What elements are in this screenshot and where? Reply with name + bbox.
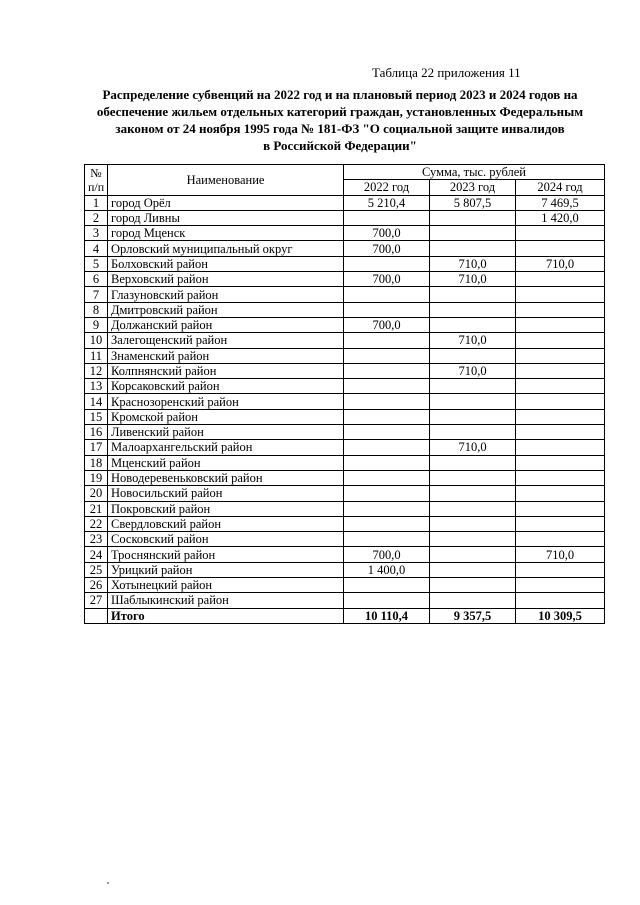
row-number: 20 bbox=[85, 486, 108, 501]
table-row bbox=[85, 348, 605, 363]
row-number: 6 bbox=[85, 272, 108, 287]
row-value-2023 bbox=[430, 593, 516, 608]
row-number: 14 bbox=[85, 394, 108, 409]
row-value-2022: 700,0 bbox=[344, 547, 430, 562]
row-value-2023 bbox=[430, 425, 516, 440]
row-name: Шаблыкинский район bbox=[108, 593, 344, 608]
table-row bbox=[85, 562, 605, 577]
row-number: 27 bbox=[85, 593, 108, 608]
row-name: Верховский район bbox=[108, 272, 344, 287]
row-value-2024 bbox=[516, 272, 605, 287]
row-value-2024 bbox=[516, 333, 605, 348]
row-value-2024 bbox=[516, 578, 605, 593]
row-value-2024 bbox=[516, 425, 605, 440]
row-value-2022 bbox=[344, 440, 430, 455]
row-name: Ливенский район bbox=[108, 425, 344, 440]
row-value-2023 bbox=[430, 379, 516, 394]
row-number: 1 bbox=[85, 195, 108, 210]
row-value-2022: 700,0 bbox=[344, 317, 430, 332]
row-name: Должанский район bbox=[108, 317, 344, 332]
row-value-2022 bbox=[344, 470, 430, 485]
row-name: Свердловский район bbox=[108, 516, 344, 531]
table-row bbox=[85, 501, 605, 516]
row-value-2022 bbox=[344, 501, 430, 516]
table-row bbox=[85, 195, 605, 210]
row-value-2022 bbox=[344, 256, 430, 271]
row-number: 13 bbox=[85, 379, 108, 394]
row-name: Новосильский район bbox=[108, 486, 344, 501]
row-value-2022 bbox=[344, 455, 430, 470]
header-year-2022: 2022 год bbox=[344, 180, 430, 195]
row-value-2024 bbox=[516, 440, 605, 455]
total-value-2023: 9 357,5 bbox=[430, 608, 516, 623]
header-number-symbol: № bbox=[90, 165, 102, 180]
total-number-cell bbox=[85, 608, 108, 623]
row-value-2024: 7 469,5 bbox=[516, 195, 605, 210]
row-value-2024: 1 420,0 bbox=[516, 210, 605, 225]
row-name: Болховский район bbox=[108, 256, 344, 271]
table-row bbox=[85, 302, 605, 317]
title-line: Распределение субвенций на 2022 год и на плановый период 2023 и 2024 годов на bbox=[102, 87, 578, 102]
row-name: Кромской район bbox=[108, 409, 344, 424]
row-value-2023: 710,0 bbox=[430, 363, 516, 378]
row-value-2022 bbox=[344, 379, 430, 394]
table-row bbox=[85, 578, 605, 593]
row-name: Сосковский район bbox=[108, 532, 344, 547]
title-line: законом от 24 ноября 1995 года № 181-ФЗ "О социальной защите инвалидов bbox=[115, 121, 565, 136]
row-number: 9 bbox=[85, 317, 108, 332]
header-year-2023: 2023 год bbox=[430, 180, 516, 195]
row-value-2024 bbox=[516, 501, 605, 516]
row-value-2023: 710,0 bbox=[430, 256, 516, 271]
header-year-2024: 2024 год bbox=[516, 180, 605, 195]
row-number: 12 bbox=[85, 363, 108, 378]
row-value-2022 bbox=[344, 425, 430, 440]
row-number: 19 bbox=[85, 470, 108, 485]
total-value-2022: 10 110,4 bbox=[344, 608, 430, 623]
row-value-2024 bbox=[516, 593, 605, 608]
row-value-2022 bbox=[344, 486, 430, 501]
row-number: 22 bbox=[85, 516, 108, 531]
row-value-2022: 5 210,4 bbox=[344, 195, 430, 210]
row-value-2022 bbox=[344, 532, 430, 547]
row-value-2024 bbox=[516, 470, 605, 485]
row-value-2022 bbox=[344, 210, 430, 225]
row-value-2024 bbox=[516, 226, 605, 241]
row-value-2024 bbox=[516, 317, 605, 332]
row-value-2023 bbox=[430, 241, 516, 256]
title-line: обеспечение жильем отдельных категорий граждан, установленных Федеральным bbox=[96, 104, 584, 119]
row-value-2023 bbox=[430, 226, 516, 241]
row-value-2023 bbox=[430, 302, 516, 317]
row-name: Хотынецкий район bbox=[108, 578, 344, 593]
document-title bbox=[70, 86, 610, 154]
row-number: 3 bbox=[85, 226, 108, 241]
row-value-2022 bbox=[344, 394, 430, 409]
row-value-2024 bbox=[516, 409, 605, 424]
table-row bbox=[85, 256, 605, 271]
row-value-2023 bbox=[430, 470, 516, 485]
table-caption: Таблица 22 приложения 11 bbox=[372, 65, 521, 80]
row-number: 23 bbox=[85, 532, 108, 547]
table-row bbox=[85, 486, 605, 501]
table-row bbox=[85, 210, 605, 225]
row-value-2022 bbox=[344, 578, 430, 593]
table-row bbox=[85, 593, 605, 608]
total-row bbox=[85, 608, 605, 623]
table-row bbox=[85, 226, 605, 241]
row-value-2024 bbox=[516, 486, 605, 501]
row-name: Колпнянский район bbox=[108, 363, 344, 378]
table-row bbox=[85, 333, 605, 348]
title-line: в Российской Федерации" bbox=[263, 138, 417, 153]
row-name: Корсаковский район bbox=[108, 379, 344, 394]
row-value-2023 bbox=[430, 394, 516, 409]
row-number: 21 bbox=[85, 501, 108, 516]
row-number: 2 bbox=[85, 210, 108, 225]
table-row bbox=[85, 394, 605, 409]
row-value-2022: 700,0 bbox=[344, 226, 430, 241]
row-number: 16 bbox=[85, 425, 108, 440]
table-row bbox=[85, 440, 605, 455]
total-label: Итого bbox=[108, 608, 344, 623]
row-name: Новодеревеньковский район bbox=[108, 470, 344, 485]
row-value-2024 bbox=[516, 516, 605, 531]
row-value-2023: 710,0 bbox=[430, 440, 516, 455]
row-number: 26 bbox=[85, 578, 108, 593]
row-value-2022 bbox=[344, 348, 430, 363]
row-value-2022: 700,0 bbox=[344, 241, 430, 256]
row-value-2023 bbox=[430, 317, 516, 332]
table-row bbox=[85, 363, 605, 378]
row-value-2022 bbox=[344, 363, 430, 378]
row-value-2023 bbox=[430, 409, 516, 424]
row-value-2022 bbox=[344, 333, 430, 348]
row-name: Орловский муниципальный округ bbox=[108, 241, 344, 256]
row-value-2023: 5 807,5 bbox=[430, 195, 516, 210]
row-value-2023 bbox=[430, 287, 516, 302]
row-value-2023 bbox=[430, 547, 516, 562]
table-row bbox=[85, 547, 605, 562]
total-value-2024: 10 309,5 bbox=[516, 608, 605, 623]
row-name: Краснозоренский район bbox=[108, 394, 344, 409]
row-value-2023 bbox=[430, 578, 516, 593]
row-name: Троснянский район bbox=[108, 547, 344, 562]
row-name: город Мценск bbox=[108, 226, 344, 241]
table-row bbox=[85, 470, 605, 485]
table-row bbox=[85, 317, 605, 332]
row-value-2023 bbox=[430, 210, 516, 225]
table-row bbox=[85, 379, 605, 394]
row-value-2023 bbox=[430, 501, 516, 516]
header-number-abbr: п/п bbox=[88, 179, 105, 194]
row-name: город Орёл bbox=[108, 195, 344, 210]
row-name: город Ливны bbox=[108, 210, 344, 225]
row-value-2024 bbox=[516, 532, 605, 547]
row-value-2022: 700,0 bbox=[344, 272, 430, 287]
row-value-2023 bbox=[430, 455, 516, 470]
table-row bbox=[85, 241, 605, 256]
row-value-2023 bbox=[430, 348, 516, 363]
header-sum: Сумма, тыс. рублей bbox=[344, 165, 605, 180]
row-number: 24 bbox=[85, 547, 108, 562]
row-number: 25 bbox=[85, 562, 108, 577]
row-value-2024 bbox=[516, 348, 605, 363]
scan-speck bbox=[107, 882, 109, 884]
row-value-2024: 710,0 bbox=[516, 256, 605, 271]
header-number bbox=[85, 165, 108, 196]
row-value-2023 bbox=[430, 516, 516, 531]
row-value-2024 bbox=[516, 302, 605, 317]
table-row bbox=[85, 516, 605, 531]
row-name: Покровский район bbox=[108, 501, 344, 516]
row-value-2022 bbox=[344, 287, 430, 302]
row-name: Дмитровский район bbox=[108, 302, 344, 317]
row-number: 11 bbox=[85, 348, 108, 363]
row-value-2024 bbox=[516, 379, 605, 394]
row-number: 15 bbox=[85, 409, 108, 424]
header-name: Наименование bbox=[108, 165, 344, 196]
row-value-2024 bbox=[516, 241, 605, 256]
row-name: Знаменский район bbox=[108, 348, 344, 363]
row-value-2023: 710,0 bbox=[430, 272, 516, 287]
row-value-2024 bbox=[516, 363, 605, 378]
row-number: 7 bbox=[85, 287, 108, 302]
row-value-2022 bbox=[344, 409, 430, 424]
row-number: 5 bbox=[85, 256, 108, 271]
table-row bbox=[85, 425, 605, 440]
row-value-2023 bbox=[430, 486, 516, 501]
row-number: 10 bbox=[85, 333, 108, 348]
row-value-2024 bbox=[516, 394, 605, 409]
row-value-2024: 710,0 bbox=[516, 547, 605, 562]
row-value-2024 bbox=[516, 455, 605, 470]
row-name: Урицкий район bbox=[108, 562, 344, 577]
row-number: 17 bbox=[85, 440, 108, 455]
row-name: Мценский район bbox=[108, 455, 344, 470]
table-row bbox=[85, 455, 605, 470]
table-body bbox=[85, 195, 605, 623]
row-value-2022 bbox=[344, 516, 430, 531]
row-number: 18 bbox=[85, 455, 108, 470]
row-value-2023 bbox=[430, 562, 516, 577]
row-number: 4 bbox=[85, 241, 108, 256]
table-row bbox=[85, 409, 605, 424]
row-value-2024 bbox=[516, 562, 605, 577]
row-value-2023 bbox=[430, 532, 516, 547]
row-name: Малоархангельский район bbox=[108, 440, 344, 455]
row-name: Глазуновский район bbox=[108, 287, 344, 302]
table-row bbox=[85, 272, 605, 287]
table-row bbox=[85, 532, 605, 547]
row-value-2024 bbox=[516, 287, 605, 302]
subsidy-table bbox=[84, 164, 605, 624]
row-value-2023: 710,0 bbox=[430, 333, 516, 348]
row-value-2022: 1 400,0 bbox=[344, 562, 430, 577]
row-value-2022 bbox=[344, 302, 430, 317]
table-row bbox=[85, 287, 605, 302]
row-number: 8 bbox=[85, 302, 108, 317]
row-value-2022 bbox=[344, 593, 430, 608]
row-name: Залегощенский район bbox=[108, 333, 344, 348]
